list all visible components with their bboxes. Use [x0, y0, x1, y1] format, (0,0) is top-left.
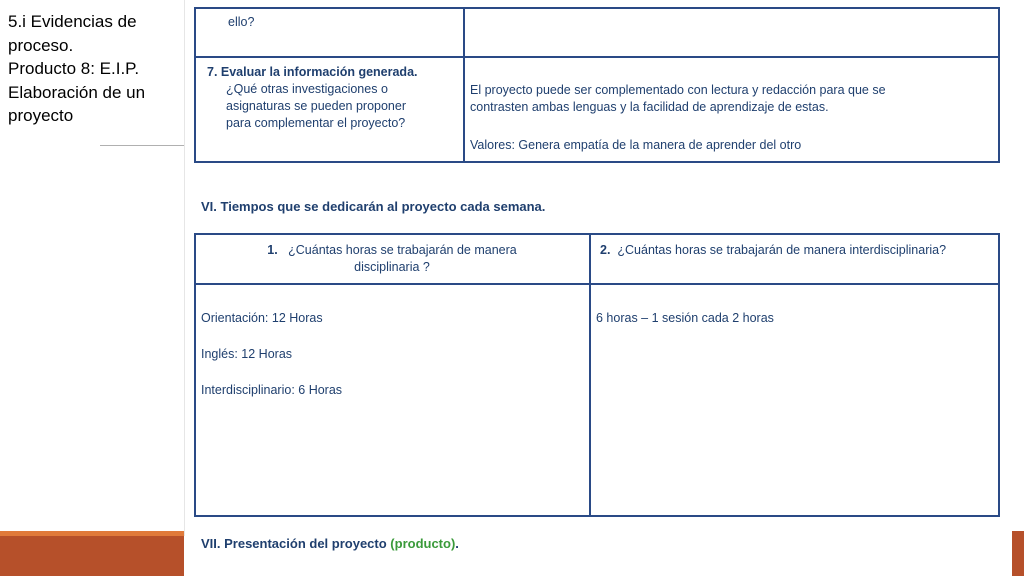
hours-item: Inglés: 12 Horas [201, 347, 293, 361]
hours-item: Interdisciplinario: 6 Horas [201, 383, 343, 397]
hours-item-interdisciplinary: 6 horas – 1 sesión cada 2 horas [596, 311, 774, 325]
question-line: para complementar el proyecto? [226, 116, 406, 130]
header-disciplinary [196, 242, 588, 276]
header-number: 2. [600, 243, 611, 257]
table-column-divider [589, 233, 591, 517]
section-vii-heading [201, 536, 459, 551]
table-cell-ello: ello? [228, 15, 255, 29]
answer-line: contrasten ambas lenguas y la facilidad de aprendizaje de estas. [470, 100, 829, 114]
section-vii-prefix: VII. Presentación del proyecto [201, 536, 387, 551]
section-vii-highlight: (producto) [390, 536, 456, 551]
section-vi-heading: VI. Tiempos que se dedicarán al proyecto cada semana. [201, 199, 546, 214]
table-row-divider [194, 56, 1000, 58]
answer-line: El proyecto puede ser complementado con lectura y redacción para que se [470, 83, 886, 97]
slide-title [8, 10, 183, 128]
header-number: 1. [267, 243, 278, 257]
sidebar-divider [100, 145, 184, 146]
table-column-divider [463, 7, 465, 163]
header-interdisciplinary [600, 242, 998, 259]
hours-item: Orientación: 12 Horas [201, 311, 323, 325]
table-cell-question [207, 64, 457, 132]
slide-title-line: proceso. [8, 35, 74, 55]
slide-title-line: 5.i Evidencias de [8, 12, 137, 31]
header-disciplinary-line2: disciplinaria ? [354, 260, 430, 274]
answer-values: Valores: Genera empatía de la manera de aprender del otro [470, 138, 802, 152]
question-line: asignaturas se pueden proponer [226, 99, 406, 113]
footer-bar [0, 536, 184, 576]
table-cell-answer [470, 82, 995, 116]
header-disciplinary-line1 [196, 242, 588, 259]
slide-title-line: Elaboración de un [8, 82, 146, 102]
header-text: ¿Cuántas horas se trabajarán de manera interdisciplinaria? [617, 243, 947, 257]
table-header-divider [194, 283, 1000, 285]
slide-title-line: Producto 8: E.I.P. [8, 59, 140, 78]
question-line: ¿Qué otras investigaciones o [226, 82, 388, 96]
document-edge [184, 0, 185, 536]
section-vii-suffix: . [455, 536, 459, 551]
header-text: ¿Cuántas horas se trabajarán de manera [288, 243, 517, 257]
slide-title-line: proyecto [8, 106, 74, 125]
footer-right-accent [1012, 531, 1024, 576]
question-heading: 7. Evaluar la información generada. [207, 65, 418, 79]
